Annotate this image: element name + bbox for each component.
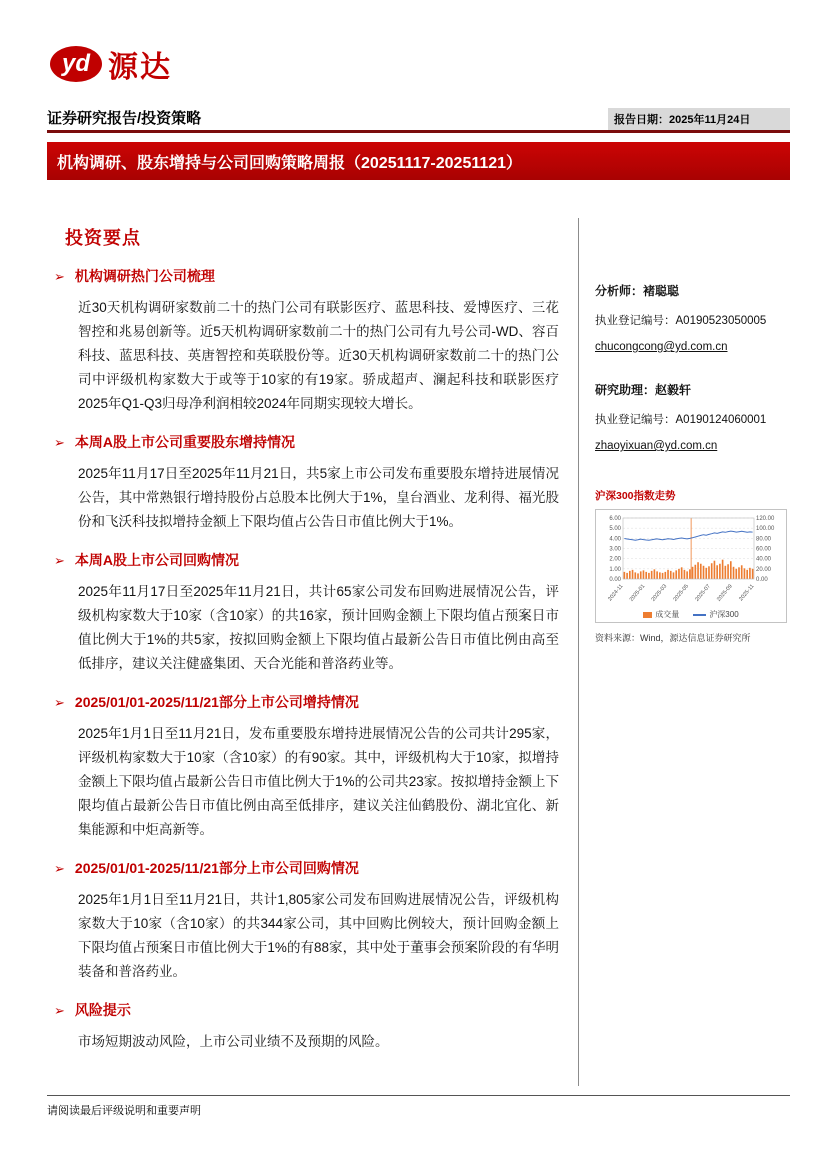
section-body: 2025年11月17日至2025年11月21日，共5家上市公司发布重要股东增持进展情况公告，其中常熟银行增持股份占总股本比例大于1%，皇台酒业、龙利得、福光股份和飞沃科技拟增持金额上下限均值占公告日市值比例大于1%。 xyxy=(78,466,559,530)
chart-title: 沪深300指数走势 xyxy=(595,490,676,502)
assistant-name: 研究助理：赵毅轩 xyxy=(595,383,692,397)
report-section xyxy=(47,858,559,984)
csi300-chart xyxy=(598,513,784,608)
doc-type-label: 证券研究报告/投资策略 xyxy=(47,110,202,127)
svg-text:2.00: 2.00 xyxy=(609,556,621,563)
logo-yd-icon: yd xyxy=(50,46,102,82)
report-section xyxy=(47,1000,559,1054)
svg-text:120.00: 120.00 xyxy=(756,516,775,522)
svg-text:2025-05: 2025-05 xyxy=(672,583,691,603)
section-heading-text: 本周A股上市公司重要股东增持情况 xyxy=(74,434,296,451)
analyst-email[interactable]: chucongcong@yd.com.cn xyxy=(595,341,728,353)
svg-text:3.00: 3.00 xyxy=(609,546,621,553)
assistant-email[interactable]: zhaoyixuan@yd.com.cn xyxy=(595,440,718,452)
investment-highlights-title: 投资要点 xyxy=(65,228,141,248)
bullet-arrow-icon: ➢ xyxy=(54,553,65,569)
footer-disclaimer: 请阅读最后评级说明和重要声明 xyxy=(47,1105,201,1117)
section-body: 市场短期波动风险，上市公司业绩不及预期的风险。 xyxy=(78,1034,389,1050)
report-date-label: 报告日期：2025年11月24日 xyxy=(608,108,790,130)
svg-text:1.00: 1.00 xyxy=(609,566,621,573)
legend-csi300-label: 沪深300 xyxy=(709,610,739,619)
sections xyxy=(47,266,559,1054)
chart-box xyxy=(595,509,787,623)
bullet-arrow-icon: ➢ xyxy=(54,861,65,877)
legend-volume-label: 成交量 xyxy=(655,610,680,619)
svg-text:2025-09: 2025-09 xyxy=(716,583,734,603)
section-body: 近30天机构调研家数前二十的热门公司有联影医疗、蓝思科技、爱博医疗、三花智控和兆易创新等。近5天机构调研家数前二十的热门公司有九号公司-WD、容百科技、蓝思科技、英唐智控和英联股份等。近30天机构调研家数前二十的热门公司中评级机构家数大于或等于10家的有19家。骄成超声、澜起科技和联影医疗2025年Q1-Q3归母净利润相较2024年同期实现较大增长。 xyxy=(78,300,559,412)
svg-text:40.00: 40.00 xyxy=(756,556,772,563)
section-heading xyxy=(47,692,559,712)
main-content xyxy=(47,218,559,1054)
section-heading xyxy=(47,858,559,878)
svg-text:2025-03: 2025-03 xyxy=(650,583,669,603)
line-marker-icon xyxy=(693,614,706,616)
section-heading-text: 2025/01/01-2025/11/21部分上市公司回购情况 xyxy=(74,860,359,877)
svg-text:100.00: 100.00 xyxy=(756,526,775,533)
analyst-license-no: 执业登记编号：A0190523050005 xyxy=(595,315,767,327)
report-section xyxy=(47,550,559,676)
footer-divider xyxy=(47,1095,790,1096)
section-heading-text: 机构调研热门公司梳理 xyxy=(74,268,215,284)
legend-csi300 xyxy=(693,609,738,620)
bullet-arrow-icon: ➢ xyxy=(54,1003,65,1019)
svg-text:6.00: 6.00 xyxy=(609,516,621,522)
section-heading xyxy=(47,1000,559,1020)
section-heading-text: 2025/01/01-2025/11/21部分上市公司增持情况 xyxy=(74,694,359,711)
svg-text:60.00: 60.00 xyxy=(756,546,772,553)
report-section xyxy=(47,266,559,416)
svg-text:0.00: 0.00 xyxy=(756,577,768,583)
report-section xyxy=(47,432,559,534)
vertical-divider xyxy=(578,218,579,1086)
svg-text:0.00: 0.00 xyxy=(609,577,621,583)
header-divider xyxy=(47,130,790,133)
svg-text:2025-01: 2025-01 xyxy=(628,583,647,603)
section-heading xyxy=(47,432,559,452)
sidebar xyxy=(595,282,791,644)
assistant-license-no: 执业登记编号：A0190124060001 xyxy=(595,414,767,426)
volume-marker-icon xyxy=(643,612,652,618)
svg-text:80.00: 80.00 xyxy=(756,536,772,543)
bullet-arrow-icon: ➢ xyxy=(54,269,65,284)
svg-text:2024-11: 2024-11 xyxy=(607,583,625,603)
svg-text:2025-11: 2025-11 xyxy=(738,583,756,603)
section-heading-text: 本周A股上市公司回购情况 xyxy=(74,552,240,569)
report-title: 机构调研、股东增持与公司回购策略周报（20251117-20251121） xyxy=(57,154,523,172)
bullet-arrow-icon: ➢ xyxy=(54,435,65,451)
company-logo xyxy=(50,42,172,86)
section-body: 2025年1月1日至11月21日，发布重要股东增持进展情况公告的公司共计295家，评级机构家数大于10家（含10家）的有90家。其中，评级机构大于10家，拟增持金额上下限均值占最新公告日市值比例大于1%的公司共23家。按拟增持金额上下限均值占最新公告日市值比例由高至低排序，建议关注仙鹤股份、湖北宜化、新集能源和中炬高新等。 xyxy=(78,726,559,838)
section-heading xyxy=(47,266,559,286)
report-section xyxy=(47,692,559,842)
logo-company-name: 源达 xyxy=(108,51,172,84)
bullet-arrow-icon: ➢ xyxy=(54,695,65,711)
chart-source: 资料来源：Wind，源达信息证券研究所 xyxy=(595,633,751,643)
section-body: 2025年1月1日至11月21日，共计1,805家公司发布回购进展情况公告，评级机构家数大于10家（含10家）的共344家公司，其中回购比例较大，预计回购金额上下限均值占预案日市值比例大于1%的有88家，其中处于董事会预案阶段的有华明装备和普洛药业。 xyxy=(78,892,559,980)
analyst-name: 分析师：褚聪聪 xyxy=(595,284,680,298)
section-heading xyxy=(47,550,559,570)
section-body: 2025年11月17日至2025年11月21日，共计65家公司发布回购进展情况公告，评级机构家数大于10家（含10家）的共16家，预计回购金额上下限均值占预案日市值比例大于1%的共5家，按拟回购金额上下限均值占最新公告日市值比例由高至低排序，建议关注健盛集团、天合光能和普洛药业等。 xyxy=(78,584,559,672)
legend-volume xyxy=(643,609,679,620)
chart-legend xyxy=(598,609,784,620)
svg-text:2025-07: 2025-07 xyxy=(694,583,712,603)
svg-text:20.00: 20.00 xyxy=(756,566,772,573)
svg-text:5.00: 5.00 xyxy=(609,526,621,533)
svg-text:4.00: 4.00 xyxy=(609,536,621,543)
report-title-banner xyxy=(47,142,790,180)
section-heading-text: 风险提示 xyxy=(74,1002,131,1019)
